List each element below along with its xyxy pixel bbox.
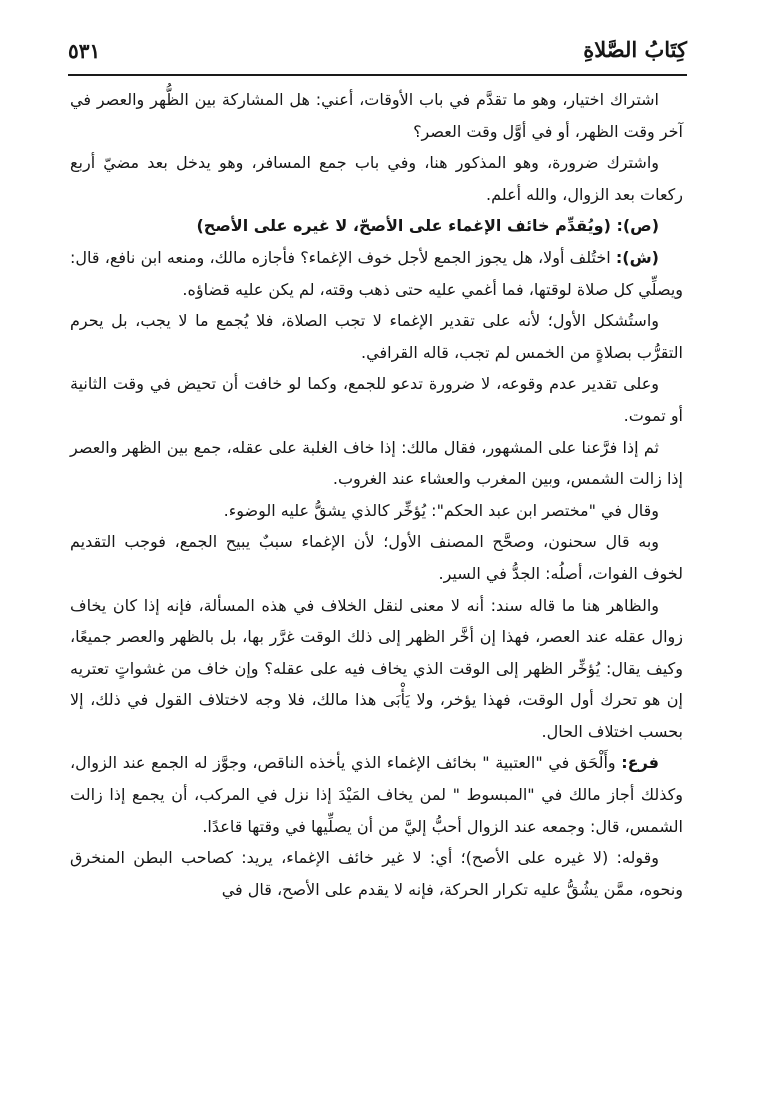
paragraph [70, 242, 683, 305]
paragraph [70, 147, 683, 210]
matn-heading [70, 210, 683, 242]
page-number: ٥٣١ [68, 39, 101, 63]
paragraph-text: وبه قال سحنون، وصحَّح المصنف الأول؛ لأن الإغماء سببٌ يبيح الجمع، فوجب التقديم لخوف الفوات، أصلُه: الجدُّ في السير. [70, 532, 683, 583]
matn-text: (ص): (ويُقدِّم خائف الإغماء على الأصحّ، لا غيره على الأصح) [196, 216, 659, 236]
paragraph-text: وقال في "مختصر ابن عبد الحكم": يُؤخِّر كالذي يشقُّ عليه الوضوء. [223, 500, 659, 520]
paragraph [70, 84, 683, 147]
paragraph-text: والظاهر هنا ما قاله سند: أنه لا معنى لنقل الخلاف في هذه المسألة، فإنه إذا كان يخاف زوال عقله عند العصر، فهذا إن أخَّر الظهر إلى ذلك الوقت غرَّر بها، بل بالظهر والعصر جميعًا، وكيف يقال: يُؤخِّر الظهر إلى الوقت الذي يخاف فيه على عقله؟ وإن خاف من غشواتٍ تعتريه إن هو تحرك أول الوقت، فهذا يؤخر، ولا يَأْبَى هذا مالك، فلا وجه لاختلاف القول في ذلك، إلا بحسب اختلاف الحال. [70, 595, 683, 741]
sharh-marker: (ش): [615, 247, 659, 267]
paragraph [70, 368, 683, 431]
paragraph [70, 842, 683, 905]
paragraph-text: واشترك ضرورة، وهو المذكور هنا، وفي باب جمع المسافر، وهو يدخل بعد مضيّ أربع ركعات بعد الزوال، والله أعلم. [70, 153, 683, 204]
paragraph [70, 590, 683, 748]
page-header [68, 32, 687, 72]
paragraph [70, 747, 683, 842]
header-divider [68, 74, 687, 76]
paragraph [70, 305, 683, 368]
paragraph-text: وأَلْحَق في "العتبية " بخائف الإغماء الذي يأخذه الناقص، وجوَّز له الجمع عند الزوال، وكذلك أجاز مالك في "المبسوط " لمن يخاف المَيْدَ إذا نزل في المركب، أن يجمع إذا زالت الشمس، قال: وجمعه عند الزوال أحبُّ إليَّ من أن يصلِّيها في وقتها قاعدًا. [70, 753, 683, 836]
far-marker: فرع: [621, 753, 659, 773]
paragraph [70, 432, 683, 495]
paragraph-text: واستُشكل الأول؛ لأنه على تقدير الإغماء لا تجب الصلاة، فلا يُجمع ما لا يجب، بل يحرم التقرُّب بصلاةٍ من الخمس لم تجب، قاله القرافي. [70, 311, 683, 362]
body-text [70, 84, 683, 905]
paragraph-text: وعلى تقدير عدم وقوعه، لا ضرورة تدعو للجمع، وكما لو خافت أن تحيض في وقت الثانية أو تموت. [70, 374, 683, 425]
paragraph-text: اشتراك اختيار، وهو ما تقدَّم في باب الأوقات، أعني: هل المشاركة بين الظُّهر والعصر في آخر وقت الظهر، أو في أوَّل وقت العصر؟ [70, 90, 683, 141]
paragraph [70, 526, 683, 589]
paragraph-text: اختُلف أولا، هل يجوز الجمع لأجل خوف الإغماء؟ فأجازه مالك، ومنعه ابن نافع، قال: ويصلِّي كل صلاة لوقتها، فما أغمي عليه حتى ذهب وقته، لم يكن عليه قضاؤه. [70, 247, 683, 299]
paragraph-text: وقوله: (لا غيره على الأصح)؛ أي: لا غير خائف الإغماء، يريد: كصاحب البطن المنخرق ونحوه، ممَّن يشُقُّ عليه تكرار الحركة، فإنه لا يقدم على الأصح، قال في [70, 848, 683, 899]
paragraph [70, 495, 683, 527]
running-title: كِتَابُ الصَّلاةِ [583, 37, 687, 62]
paragraph-text: ثم إذا فرَّعنا على المشهور، فقال مالك: إذا خاف الغلبة على عقله، جمع بين الظهر والعصر إذا زالت الشمس، وبين المغرب والعشاء عند الغروب. [70, 437, 683, 489]
